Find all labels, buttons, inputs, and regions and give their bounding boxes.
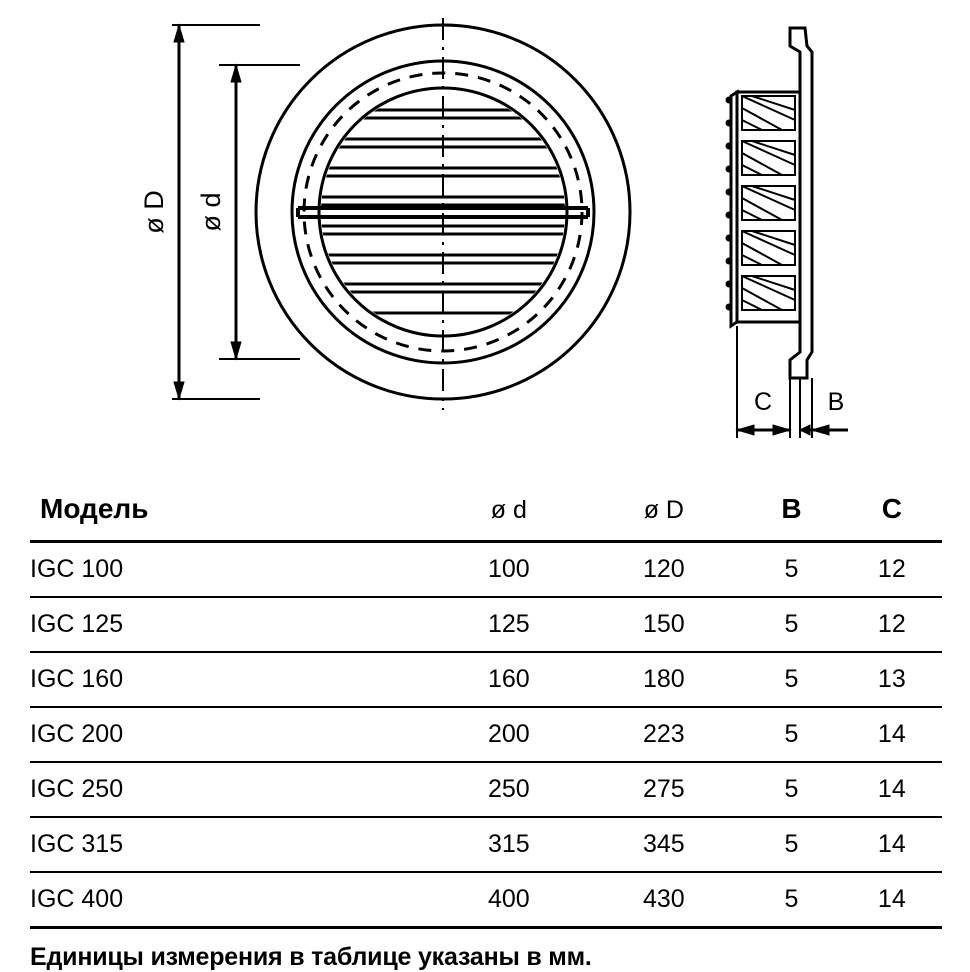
cell-C: 12 (842, 597, 942, 652)
cell-B: 5 (741, 652, 841, 707)
header-inner-diameter (431, 478, 586, 542)
grille-technical-drawing (0, 0, 970, 470)
cell-d: 125 (431, 597, 586, 652)
cell-D: 345 (586, 817, 741, 872)
cell-d: 315 (431, 817, 586, 872)
table-row (30, 597, 942, 652)
cell-d: 250 (431, 762, 586, 817)
cell-D: 150 (586, 597, 741, 652)
cell-d: 100 (431, 542, 586, 598)
cell-C: 14 (842, 762, 942, 817)
cell-C: 14 (842, 817, 942, 872)
table-row (30, 707, 942, 762)
table-body (30, 542, 942, 928)
cell-C: 13 (842, 652, 942, 707)
cell-d: 200 (431, 707, 586, 762)
cell-B: 5 (741, 762, 841, 817)
cell-C: 14 (842, 872, 942, 928)
cell-model: IGC 400 (30, 872, 431, 928)
label-c: C (753, 388, 773, 416)
cell-model: IGC 200 (30, 707, 431, 762)
header-outer-diameter-text: ø D (643, 496, 684, 524)
cell-D: 120 (586, 542, 741, 598)
section-slats (742, 96, 795, 310)
cell-model: IGC 315 (30, 817, 431, 872)
cell-model: IGC 100 (30, 542, 431, 598)
cell-model: IGC 160 (30, 652, 431, 707)
cell-B: 5 (741, 872, 841, 928)
label-b: B (827, 388, 845, 416)
table-row (30, 762, 942, 817)
cell-d: 400 (431, 872, 586, 928)
header-inner-diameter-text: ø d (490, 496, 527, 524)
front-view (256, 18, 630, 410)
cell-C: 14 (842, 707, 942, 762)
cell-model: IGC 250 (30, 762, 431, 817)
spigot-wall (731, 92, 737, 326)
header-c: C (842, 478, 942, 542)
table-header-row (30, 478, 942, 542)
cell-D: 275 (586, 762, 741, 817)
units-footnote: Единицы измерения в таблице указаны в мм. (30, 943, 592, 971)
cell-D: 430 (586, 872, 741, 928)
cell-D: 180 (586, 652, 741, 707)
header-model: Модель (30, 478, 431, 542)
cell-C: 12 (842, 542, 942, 598)
cell-d: 160 (431, 652, 586, 707)
table-header (30, 478, 942, 542)
table-row (30, 652, 942, 707)
cell-model: IGC 125 (30, 597, 431, 652)
table-row (30, 542, 942, 598)
table-row (30, 817, 942, 872)
cell-B: 5 (741, 597, 841, 652)
header-outer-diameter (586, 478, 741, 542)
side-view-dimensions (737, 326, 848, 438)
spec-table-wrap (30, 478, 942, 972)
header-b: B (741, 478, 841, 542)
label-outer-diameter: ø D (139, 190, 169, 234)
table-row (30, 872, 942, 928)
cell-B: 5 (741, 542, 841, 598)
cell-B: 5 (741, 817, 841, 872)
cell-B: 5 (741, 707, 841, 762)
label-inner-diameter: ø d (196, 192, 226, 232)
side-section-view (726, 28, 813, 378)
front-view-dimensions (172, 25, 300, 399)
cell-D: 223 (586, 707, 741, 762)
drawing-area (0, 0, 970, 470)
spec-table (30, 478, 942, 929)
